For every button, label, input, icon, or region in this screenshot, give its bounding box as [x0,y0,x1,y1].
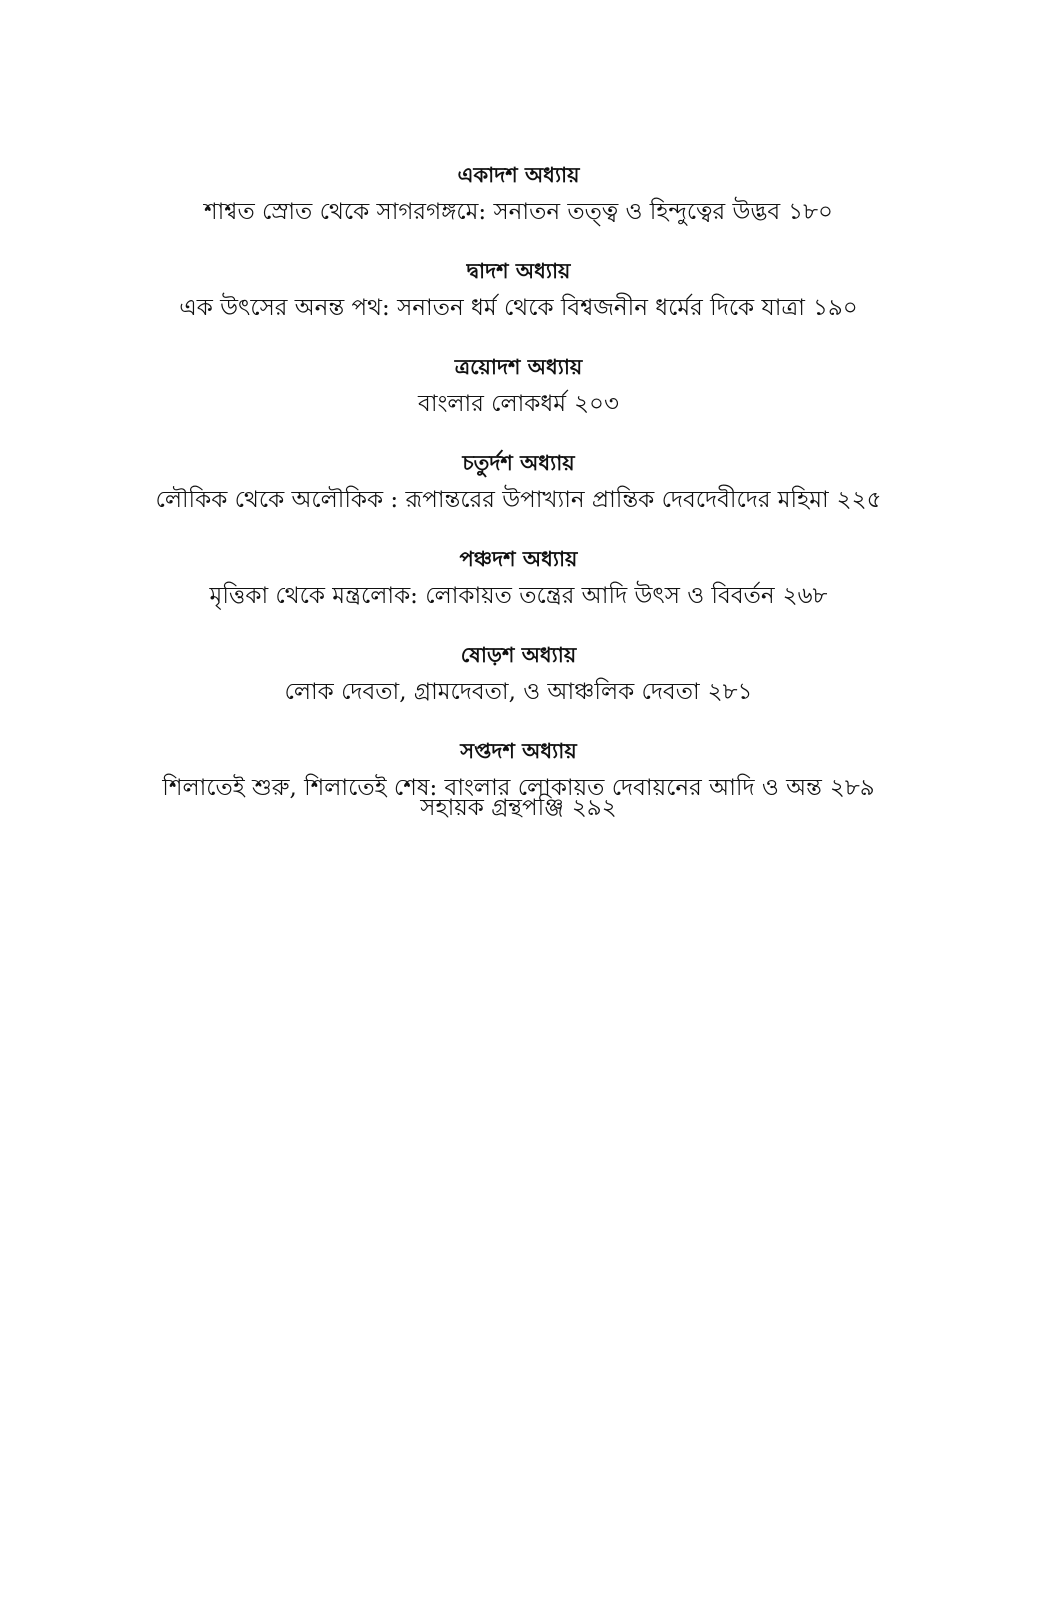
toc-entry-11 [0,160,1037,230]
page-number: ২৬৮ [782,583,828,609]
page-number: ১৮০ [788,199,833,225]
chapter-title: লোক দেবতা, গ্রামদেবতা, ও আঞ্চলিক দেবতা [284,679,700,705]
chapter-title-line [0,482,1037,518]
chapter-heading: সপ্তদশ অধ্যায় [460,738,577,763]
chapter-heading: একাদশ অধ্যায় [457,162,580,187]
chapter-title: বাংলার লোকধর্ম [418,391,567,417]
toc-entry-12 [0,256,1037,326]
toc-entry-13 [0,352,1037,422]
toc-entry-15 [0,544,1037,614]
table-of-contents [0,160,1037,832]
chapter-title: লৌকিক থেকে অলৌকিক : রূপান্তরের উপাখ্যান প্রান্তিক দেবদেবীদের মহিমা [155,487,829,513]
chapter-heading: চতুর্দশ অধ্যায় [462,450,575,475]
chapter-heading: পঞ্চদশ অধ্যায় [459,546,578,571]
bibliography-title: সহায়ক গ্রন্থপঞ্জি [420,795,564,821]
chapter-title: মৃত্তিকা থেকে মন্ত্রলোক: লোকায়ত তন্ত্রের আদি উৎস ও বিবর্তন [209,583,775,609]
chapter-heading: ষোড়শ অধ্যায় [460,642,577,667]
chapter-title-line [0,290,1037,326]
page-number: ২৮৯ [829,775,875,801]
bibliography-entry [0,790,1037,826]
page-number: ২৮১ [707,679,753,705]
chapter-title: এক উৎসের অনন্ত পথ: সনাতন ধর্ম থেকে বিশ্বজনীন ধর্মের দিকে যাত্রা [179,295,805,321]
chapter-title: শিলাতেই শুরু, শিলাতেই শেষ: বাংলার লোকায়ত দেবায়নের আদি ও অন্ত [162,775,822,801]
chapter-title-line [0,578,1037,614]
chapter-title-line [0,194,1037,230]
chapter-heading: ত্রয়োদশ অধ্যায় [454,354,583,379]
chapter-title: শাশ্বত স্রোত থেকে সাগরগঙ্গমে: সনাতন তত্ত্ব ও হিন্দুত্বের উদ্ভব [204,199,781,225]
toc-entry-14 [0,448,1037,518]
chapter-heading: দ্বাদশ অধ্যায় [466,258,571,283]
page-number: ২৯২ [571,795,617,821]
page-number: ২২৫ [836,487,882,513]
chapter-title-line [0,674,1037,710]
page-number: ২০৩ [574,391,619,417]
chapter-title-line [0,386,1037,422]
toc-entry-16 [0,640,1037,710]
page-number: ১৯০ [812,295,858,321]
